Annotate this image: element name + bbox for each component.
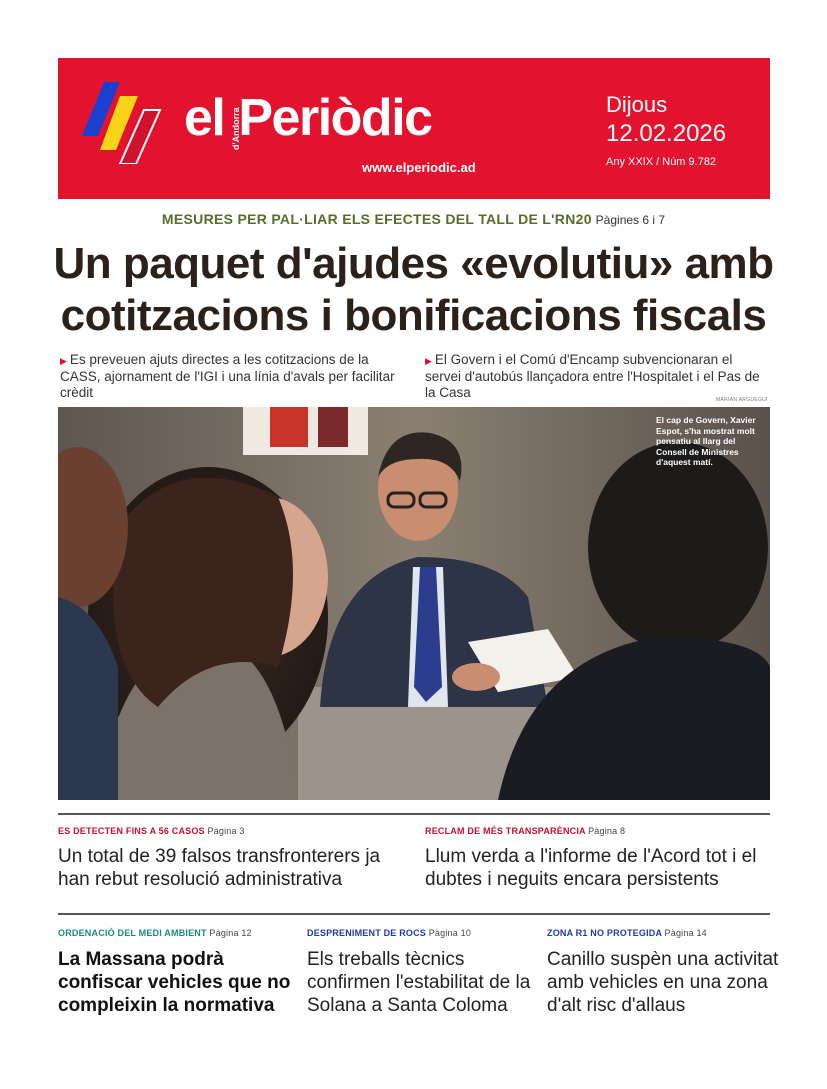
section-divider xyxy=(58,913,770,915)
story-kicker-text: ORDENACIÓ DEL MEDI AMBIENT xyxy=(58,928,207,938)
photo-credit: MARIAN ARGUEGUI xyxy=(716,397,768,403)
lead-headline-line1: Un paquet d'ajudes «evolutiu» amb xyxy=(53,239,774,288)
issue-edition: Any XXIX / Núm 9.782 xyxy=(606,156,717,168)
story-kicker xyxy=(58,826,408,836)
story-headline: La Massana podrà confiscar vehicles que no compleixin la normativa xyxy=(58,949,291,1016)
story-kicker-text: ZONA R1 NO PROTEGIDA xyxy=(547,928,662,938)
photo-caption: El cap de Govern, Xavier Espot, s'ha mostrat molt pensatiu al llarg del Consell de Ministres d'aquest matí. xyxy=(656,415,756,467)
brand-small-label: d'Andorra xyxy=(231,107,241,150)
story-card[interactable] xyxy=(58,826,408,891)
story-card[interactable] xyxy=(425,826,770,891)
story-headline: Llum verda a l'informe de l'Acord tot i el dubtes i neguits encara persistents xyxy=(425,846,757,890)
lead-kicker xyxy=(0,211,827,227)
story-kicker xyxy=(425,826,770,836)
brand-wordmark[interactable] xyxy=(184,89,432,147)
story-page-ref: Pàgina 14 xyxy=(664,928,707,938)
lead-subhead-left xyxy=(60,352,405,401)
issue-date: 12.02.2026 xyxy=(606,120,727,147)
lead-kicker-pages: Pàgines 6 i 7 xyxy=(595,213,666,227)
story-headline: Un total de 39 falsos transfronterers ja han rebut resolució administrativa xyxy=(58,846,381,890)
brand-main: Periòdic xyxy=(238,89,432,147)
story-page-ref: Pàgina 10 xyxy=(428,928,472,938)
issue-day: Dijous xyxy=(606,92,668,117)
andorra-flag-logo-icon xyxy=(82,80,172,164)
story-headline: Canillo suspèn una activitat amb vehicles en una zona d'alt risc d'allaus xyxy=(547,949,779,1016)
lead-subhead-left-text: Es preveuen ajuts directes a les cotitzacions de la CASS, ajornament de l'IGI i una línia d'avals per facilitar crèdit xyxy=(60,352,395,400)
lead-subhead-right-text: El Govern i el Comú d'Encamp subvencionaran el servei d'autobús llançadora entre l'Hospitalet i el Pas de la Casa xyxy=(425,352,760,400)
story-kicker xyxy=(58,928,293,938)
story-page-ref: Pàgina 8 xyxy=(588,826,626,836)
story-page-ref: Pàgina 3 xyxy=(207,826,245,836)
story-kicker xyxy=(547,928,779,938)
section-divider xyxy=(58,813,770,815)
bullet-triangle-icon: ▶ xyxy=(425,356,432,366)
story-kicker xyxy=(307,928,535,938)
story-page-ref: Pàgina 12 xyxy=(209,928,252,938)
lead-kicker-text: MESURES PER PAL·LIAR ELS EFECTES DEL TALL DE L'RN20 xyxy=(161,211,592,227)
story-kicker-text: ES DETECTEN FINS A 56 CASOS xyxy=(58,826,205,836)
bullet-triangle-icon: ▶ xyxy=(60,356,67,366)
brand-prefix: el xyxy=(184,89,225,147)
lead-headline-line2: cotitzacions i bonificacions fiscals xyxy=(60,291,767,340)
story-card[interactable] xyxy=(58,928,293,1017)
story-kicker-text: RECLAM DE MÉS TRANSPARÈNCIA xyxy=(425,826,586,836)
lead-headline[interactable] xyxy=(40,238,787,342)
story-card[interactable] xyxy=(547,928,779,1017)
story-kicker-text: DESPRENIMENT DE ROCS xyxy=(307,928,427,938)
story-card[interactable] xyxy=(307,928,535,1017)
site-url[interactable]: www.elperiodic.ad xyxy=(362,160,476,175)
lead-subhead-right xyxy=(425,352,770,401)
story-headline: Els treballs tècnics confirmen l'estabilitat de la Solana a Santa Coloma xyxy=(307,949,531,1016)
